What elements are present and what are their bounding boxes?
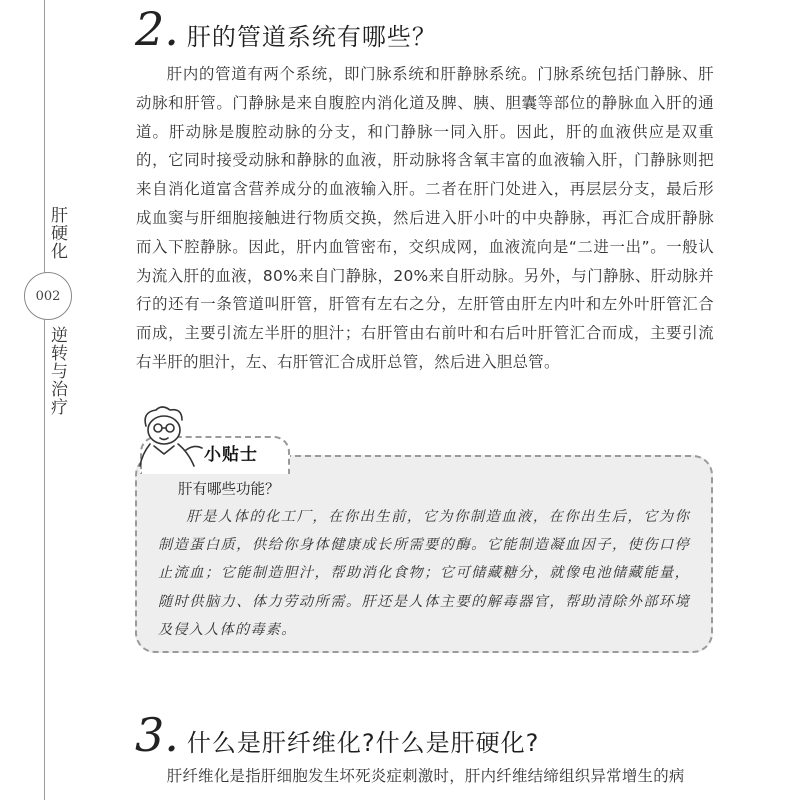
- tip-label: 小贴士: [204, 445, 258, 465]
- running-head-subtitle: 逆转与治疗: [47, 326, 67, 416]
- doctor-mascot-icon: [132, 404, 212, 468]
- section-heading-3: [135, 708, 540, 762]
- page-number: 002: [24, 272, 72, 320]
- section-number: 3.: [135, 708, 179, 762]
- section-3-paragraph: 肝纤维化是指肝细胞发生坏死炎症刺激时，肝内纤维结缔组织异常增生的病: [166, 767, 685, 785]
- margin-rule: [44, 0, 45, 800]
- section-heading-2: [135, 2, 437, 56]
- running-head-title: 肝硬化: [47, 206, 67, 260]
- section-2-paragraph: 肝内的管道有两个系统，即门脉系统和肝静脉系统。门脉系统包括门静脉、肝动脉和肝管。门静脉是来自腹腔内消化道及脾、胰、胆囊等部位的静脉血入肝的通道。肝动脉是腹腔动脉的分支，和门静脉一同入肝。因此，肝的血液供应是双重的，它同时接受动脉和静脉的血液，肝动脉将含氧丰富的血液输入肝，门静脉则把来自消化道富含营养成分的血液输入肝。二者在肝门处进入，再层层分支，最后形成血窦与肝细胞接触进行物质交换，然后进入肝小叶的中央静脉，再汇合成肝静脉而入下腔静脉。因此，肝内血管密布，交织成网，血液流向是“二进一出”。一般认为流入肝的血液，80%来自门静脉，20%来自肝动脉。另外，与门静脉、肝动脉并行的还有一条管道叫肝管，肝管有左右之分，左肝管由肝左内叶和左外叶肝管汇合而成，主要引流左半肝的胆汁；右肝管由右前叶和右后叶肝管汇合而成，主要引流右半肝的胆汁，左、右肝管汇合成肝总管，然后进入胆总管。: [136, 65, 714, 371]
- section-title: 肝的管道系统有哪些？: [186, 23, 437, 51]
- tip-question: 肝有哪些功能？: [178, 482, 280, 498]
- section-title: 什么是肝纤维化?什么是肝硬化?: [186, 729, 540, 757]
- tip-text: 肝是人体的化工厂，在你出生前，它为你制造血液，在你出生后，它为你制造蛋白质，供给你身体健康成长所需要的酶。它能制造凝血因子，使伤口停止流血；它能制造胆汁，帮助消化食物；它可储藏糖分，就像电池储藏能量，随时供脑力、体力劳动所需。肝还是人体主要的解毒器官，帮助清除外部环境及侵入人体的毒素。: [158, 509, 690, 638]
- section-number: 2.: [135, 2, 179, 56]
